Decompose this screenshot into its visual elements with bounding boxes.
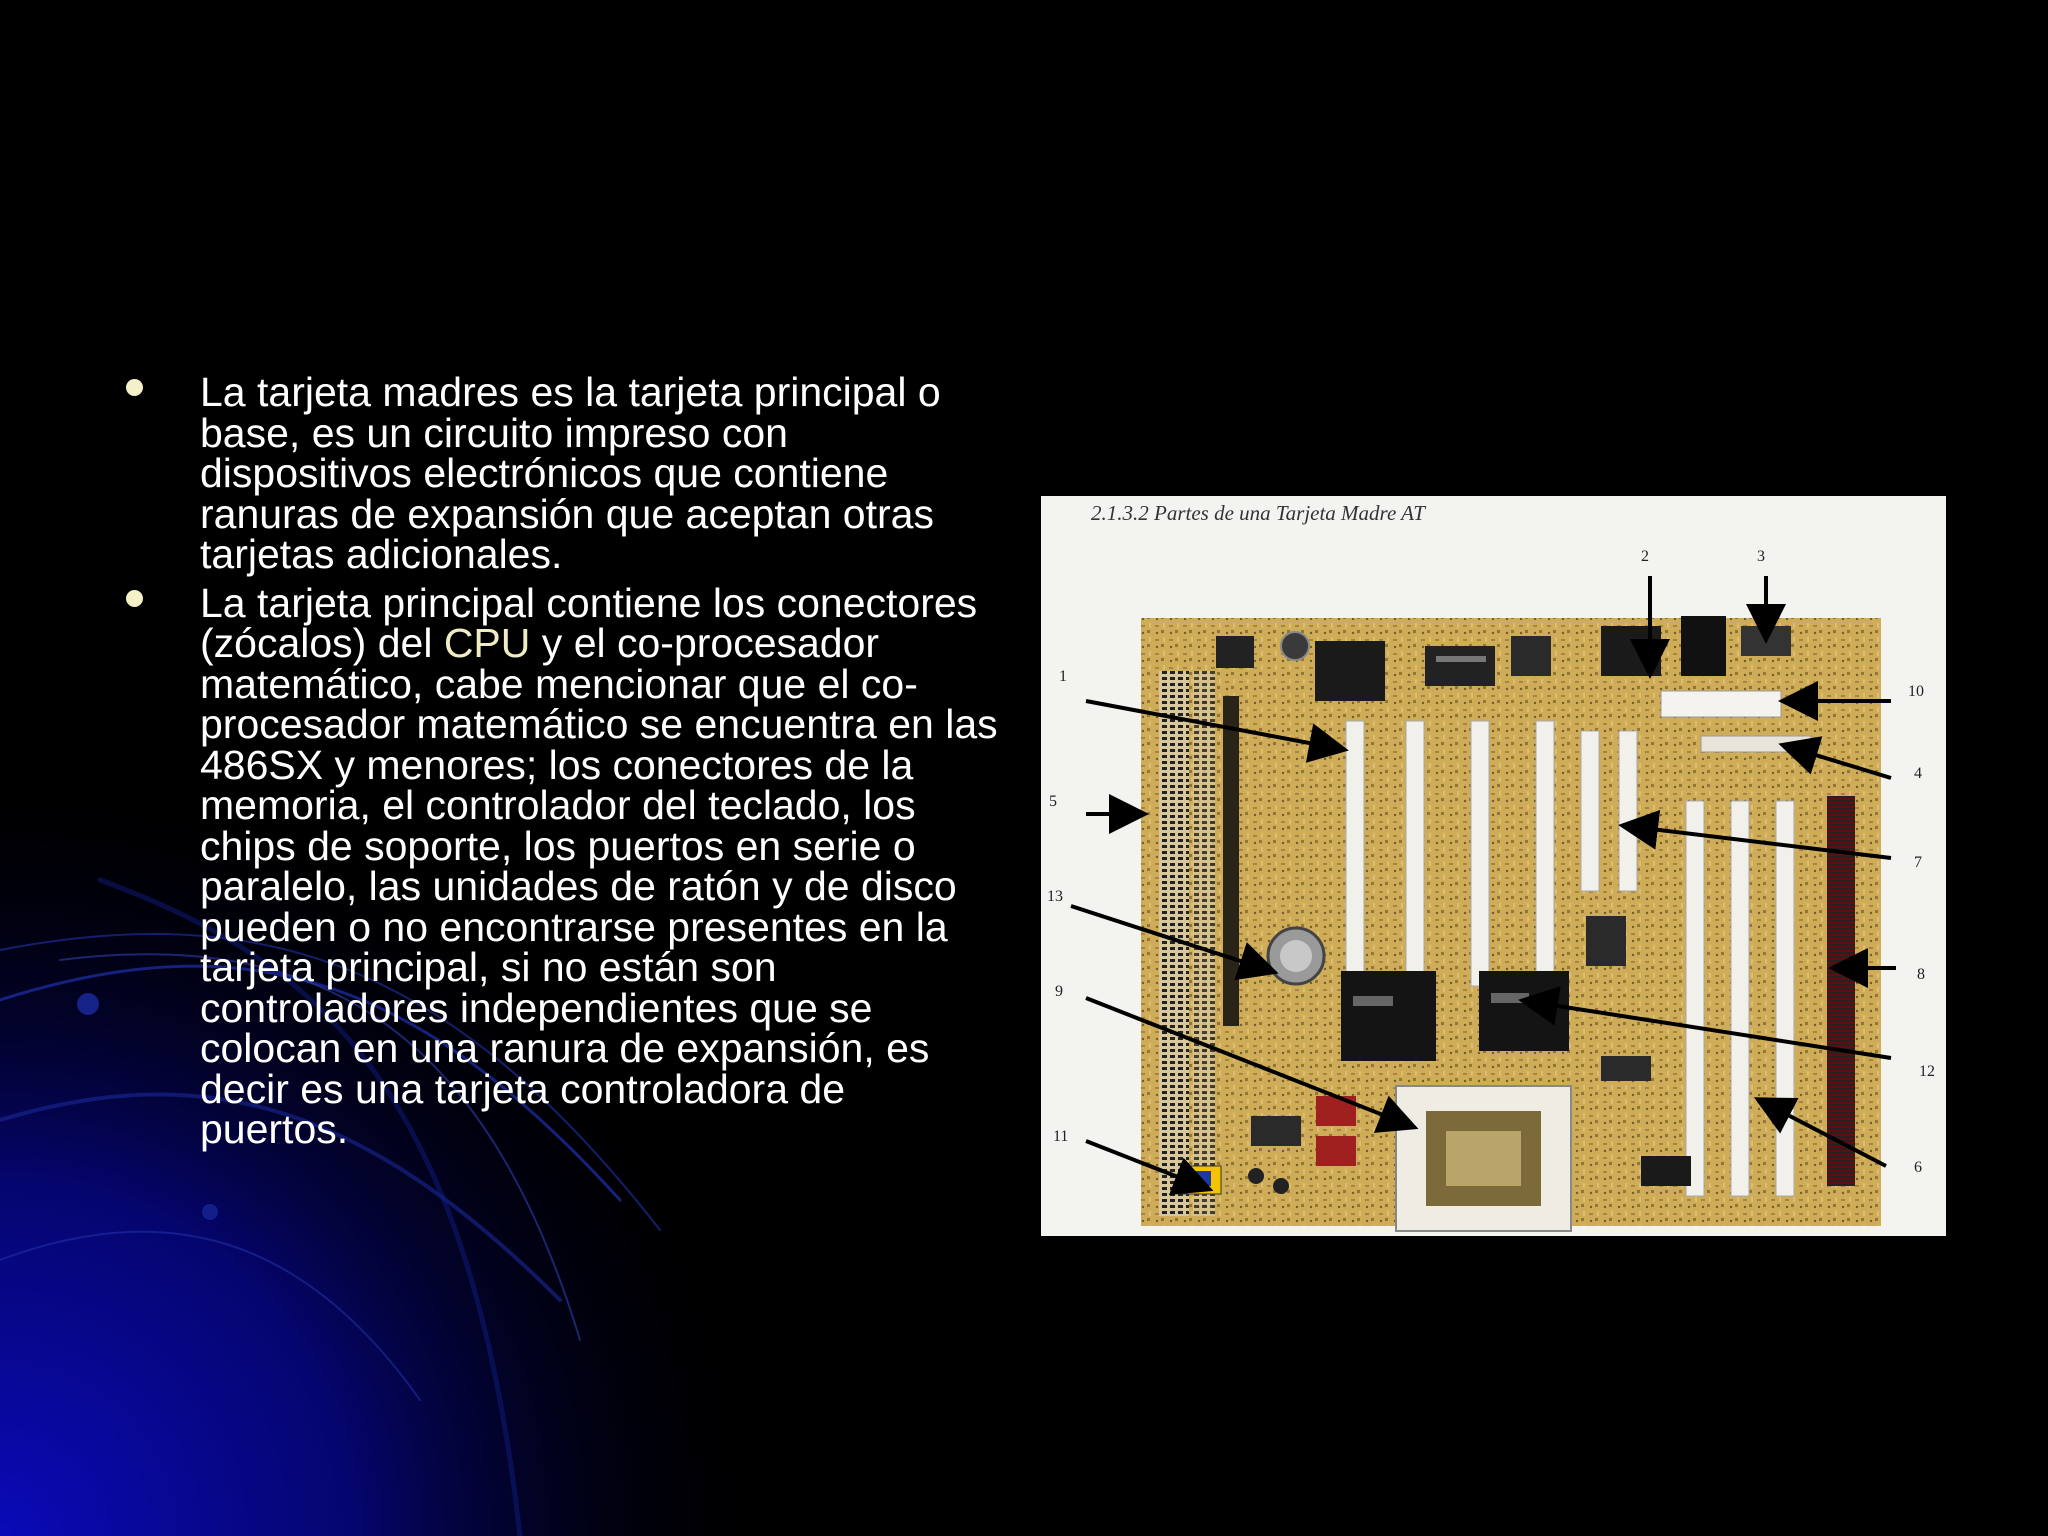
motherboard-diagram bbox=[1041, 496, 1946, 1236]
pci-slot bbox=[1776, 801, 1794, 1196]
top-chip bbox=[1315, 641, 1385, 701]
pci-slot bbox=[1686, 801, 1704, 1196]
bullet-dot-icon bbox=[126, 379, 143, 396]
callout-label: 10 bbox=[1908, 683, 1924, 700]
power-connector bbox=[1661, 691, 1781, 717]
callout-label: 8 bbox=[1917, 966, 1925, 983]
motherboard-figure bbox=[1041, 496, 1946, 1236]
callout-label: 7 bbox=[1914, 854, 1922, 871]
callout-label: 4 bbox=[1914, 765, 1922, 782]
chipset-chip bbox=[1341, 971, 1436, 1061]
isa-slot bbox=[1536, 721, 1554, 986]
bullet-list bbox=[120, 369, 1000, 1158]
chipset-chip bbox=[1479, 971, 1569, 1051]
bullet-text: La tarjeta madres es la tarjeta principal o base, es un circuito impreso con dispositivos electrónicos que contiene ranuras de expansión que aceptan otras tarjetas adicionales. bbox=[200, 369, 941, 577]
cpu-highlight: CPU bbox=[443, 620, 531, 666]
callout-label: 13 bbox=[1047, 888, 1063, 905]
bullet-item bbox=[120, 579, 1000, 1152]
callout-label: 5 bbox=[1049, 793, 1057, 810]
callout-label: 6 bbox=[1914, 1159, 1922, 1176]
isa-slot bbox=[1346, 721, 1364, 986]
bullet-text-start: La tarjeta principal contiene los conectores (zócalos) del bbox=[200, 579, 978, 666]
bullet-text-end: y el co-procesador matemático, cabe mencionar que el co-procesador matemático se encuentra en las 486SX y menores; los conectores de la memoria, el controlador del teclado, los chips de soporte, los puertos en serie o paralelo, las unidades de ratón y de disco pueden o no encontrarse presentes en la tarjeta principal, si no están son controladores independientes que se colocan en una ranura de expansión, es decir es una tarjeta controladora de puertos. bbox=[200, 620, 998, 1152]
callout-label: 12 bbox=[1919, 1063, 1935, 1080]
bullet-item bbox=[120, 369, 1000, 577]
callout-label: 11 bbox=[1053, 1128, 1069, 1145]
isa-slot bbox=[1471, 721, 1489, 986]
isa-slot bbox=[1406, 721, 1424, 986]
callout-label: 2 bbox=[1641, 548, 1649, 565]
callout-label: 1 bbox=[1059, 668, 1067, 685]
callout-label: 3 bbox=[1757, 548, 1765, 565]
bullet-dot-icon bbox=[126, 590, 143, 607]
pci-slot bbox=[1731, 801, 1749, 1196]
figure-caption: 2.1.3.2 Partes de una Tarjeta Madre AT bbox=[1091, 501, 1425, 525]
callout-label: 9 bbox=[1055, 983, 1063, 1000]
